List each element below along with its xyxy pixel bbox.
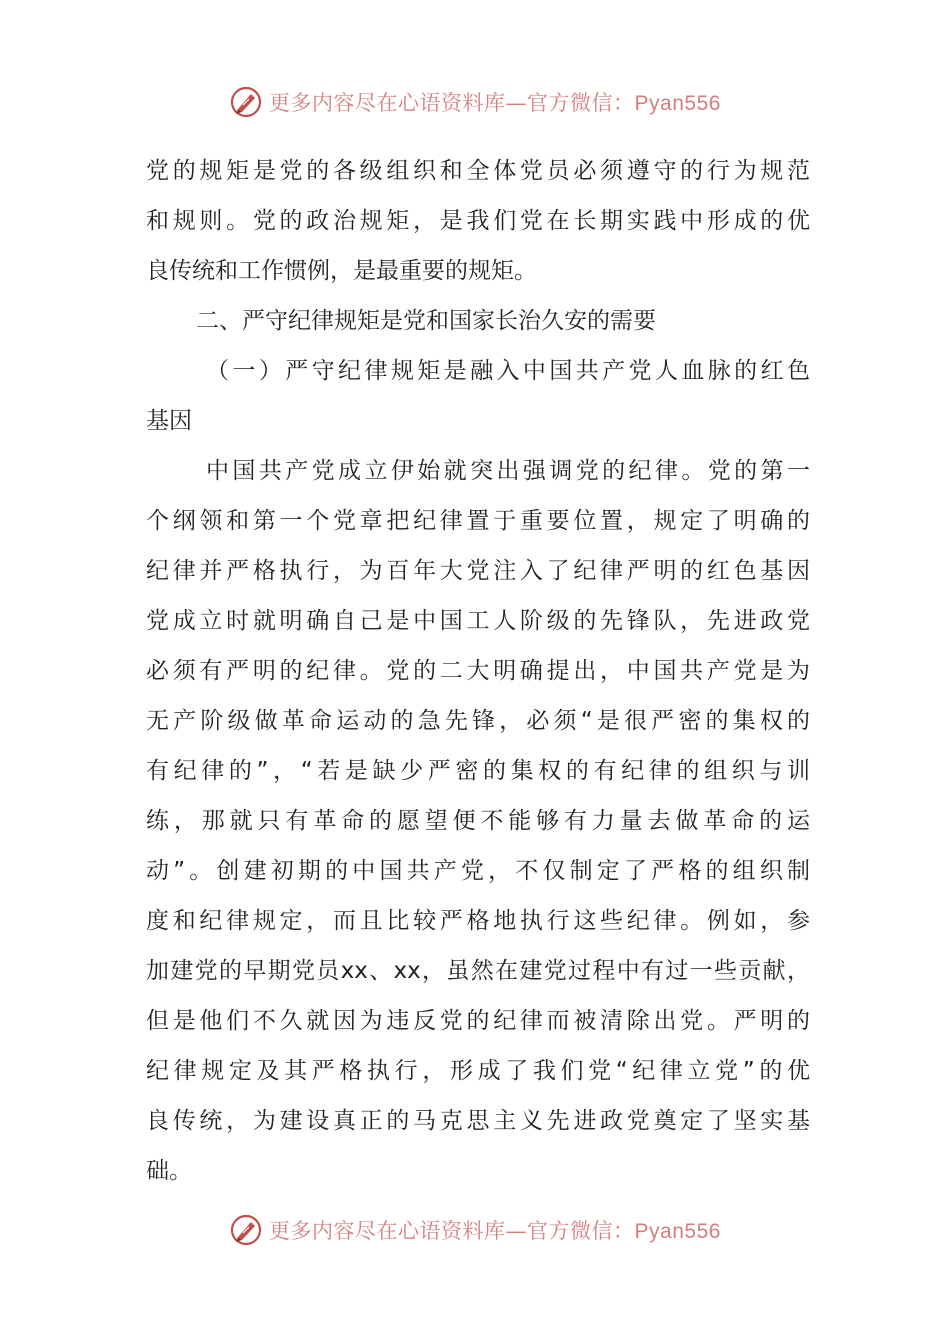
pen-nib-logo-icon <box>229 1213 263 1247</box>
header-banner-text: 更多内容尽在心语资料库—官方微信：Pyan556 <box>269 91 721 115</box>
paragraph-line: 加建党的早期党员xx、xx，虽然在建党过程中有过一些贡献， <box>146 958 810 984</box>
footer-banner <box>0 1210 950 1250</box>
footer-banner-text: 更多内容尽在心语资料库—官方微信：Pyan556 <box>269 1219 721 1243</box>
header-banner <box>0 82 950 122</box>
paragraph-line: 度和纪律规定，而且比较严格地执行这些纪律。例如，参 <box>146 908 810 934</box>
paragraph-line: 有纪律的”，“若是缺少严密的集权的有纪律的组织与训 <box>146 758 810 784</box>
paragraph-line: 和规则。党的政治规矩，是我们党在长期实践中形成的优 <box>146 208 810 234</box>
subsection-heading-cont: 基因 <box>146 408 192 434</box>
paragraph-line: 纪律规定及其严格执行，形成了我们党“纪律立党”的优 <box>146 1058 810 1084</box>
document-body <box>146 146 810 1196</box>
paragraph-line: 党成立时就明确自己是中国工人阶级的先锋队，先进政党 <box>146 608 810 634</box>
paragraph-line: 良传统，为建设真正的马克思主义先进政党奠定了坚实基 <box>146 1108 810 1134</box>
paragraph-line: 良传统和工作惯例，是最重要的规矩。 <box>146 258 537 284</box>
header-wechat-id: Pyan556 <box>634 92 721 115</box>
paragraph-line: 纪律并严格执行，为百年大党注入了纪律严明的红色基因 <box>146 558 810 584</box>
paragraph-line: 中国共产党成立伊始就突出强调党的纪律。党的第一 <box>206 458 810 484</box>
paragraph-line: 必须有严明的纪律。党的二大明确提出，中国共产党是为 <box>146 658 810 684</box>
paragraph-line: 但是他们不久就因为违反党的纪律而被清除出党。严明的 <box>146 1008 810 1034</box>
footer-wechat-id: Pyan556 <box>634 1220 721 1243</box>
paragraph-line: 础。 <box>146 1158 192 1184</box>
pen-nib-logo-icon <box>229 85 263 119</box>
section-heading: 二、严守纪律规矩是党和国家长治久安的需要 <box>196 308 656 334</box>
paragraph-line: 动”。创建初期的中国共产党，不仅制定了严格的组织制 <box>146 858 810 884</box>
subsection-heading: （一）严守纪律规矩是融入中国共产党人血脉的红色 <box>206 358 810 384</box>
paragraph-line: 党的规矩是党的各级组织和全体党员必须遵守的行为规范 <box>146 158 810 184</box>
paragraph-line: 练，那就只有革命的愿望便不能够有力量去做革命的运 <box>146 808 810 834</box>
paragraph-line: 无产阶级做革命运动的急先锋，必须“是很严密的集权的 <box>146 708 810 734</box>
paragraph-line: 个纲领和第一个党章把纪律置于重要位置，规定了明确的 <box>146 508 810 534</box>
